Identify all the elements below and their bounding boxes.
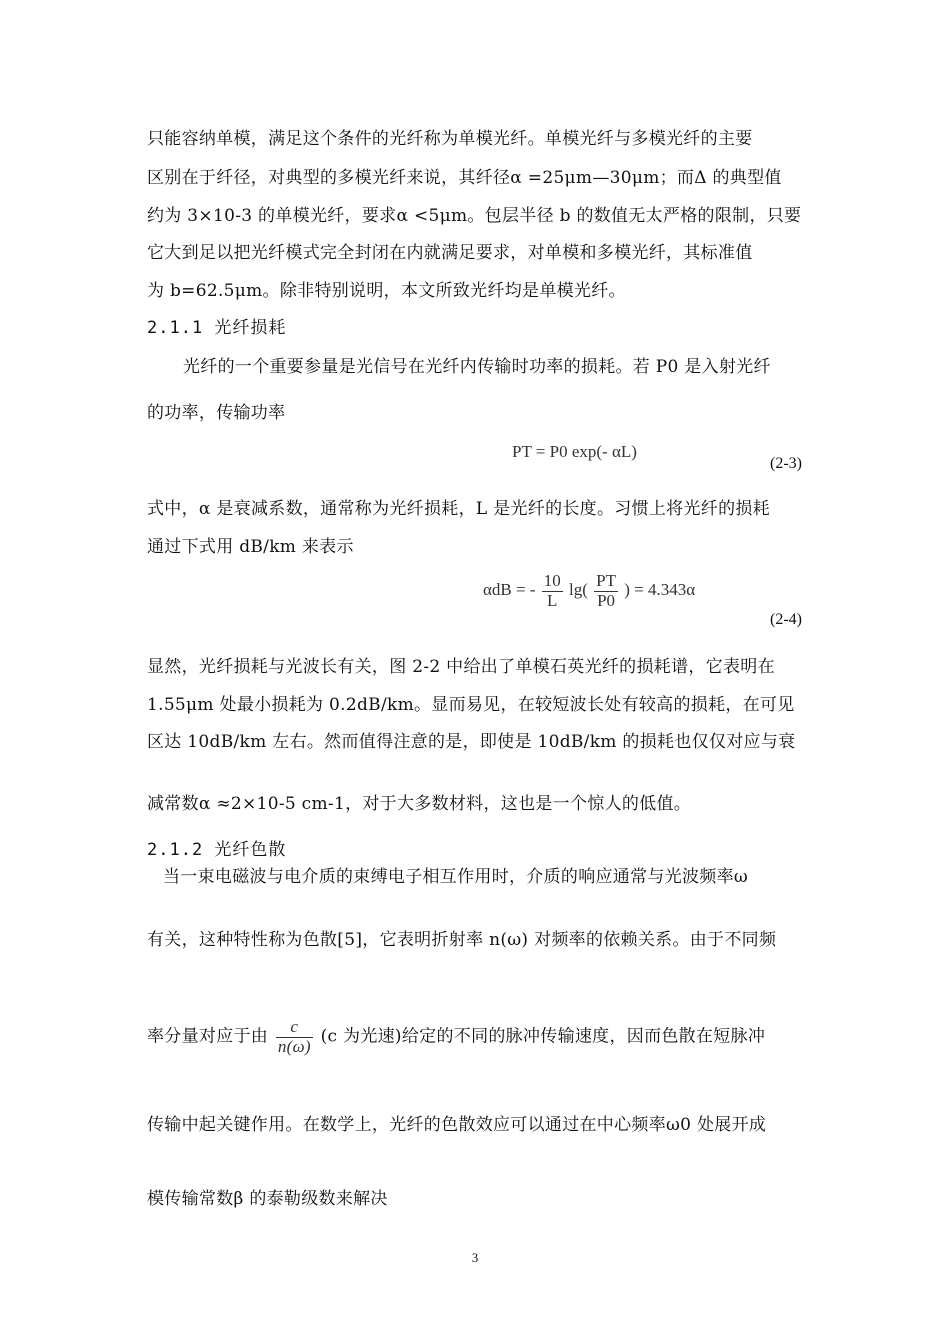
page-number: 3: [471, 1250, 479, 1265]
text-line: 有关，这种特性称为色散[5]，它表明折射率 n(ω) 对频率的依赖关系。由于不同频: [147, 930, 777, 950]
text-line: 减常数α ≈2×10-5 cm-1，对于大多数材料，这也是一个惊人的低值。: [147, 794, 692, 814]
text-segment: 率分量对应于由: [147, 1026, 269, 1047]
fraction-c-over-n: [276, 1018, 313, 1056]
text-line: 式中，α 是衰减系数，通常称为光纤损耗，L 是光纤的长度。习惯上将光纤的损耗: [147, 499, 770, 519]
equation-number: (2-4): [770, 611, 802, 628]
eq-left: αdB = -: [483, 580, 536, 600]
equation-number: (2-3): [770, 455, 802, 472]
text-line: 模传输常数β 的泰勒级数来解决: [147, 1189, 388, 1209]
fraction-denominator: L: [547, 590, 558, 610]
fraction: [542, 572, 563, 610]
text-line: 区达 10dB/km 左右。然而值得注意的是，即使是 10dB/km 的损耗也仅仅对应与衰: [147, 732, 796, 752]
text-line: 只能容纳单模，满足这个条件的光纤称为单模光纤。单模光纤与多模光纤的主要: [147, 129, 753, 149]
fraction-denominator: P0: [597, 590, 616, 610]
text-line-with-fraction: [147, 1018, 807, 1056]
fraction-numerator: PT: [596, 571, 616, 590]
text-line: 显然，光纤损耗与光波长有关，图 2-2 中给出了单模石英光纤的损耗谱，它表明在: [147, 657, 775, 677]
text-line: 区别在于纤径，对典型的多模光纤来说，其纤径α =25μm—30μm；而Δ 的典型值: [147, 168, 782, 188]
text-line: 当一束电磁波与电介质的束缚电子相互作用时，介质的响应通常与光波频率ω: [163, 867, 749, 887]
text-line: 光纤的一个重要参量是光信号在光纤内传输时功率的损耗。若 P0 是入射光纤: [183, 357, 771, 377]
text-line: 1.55μm 处最小损耗为 0.2dB/km。显而易见，在较短波长处有较高的损耗，在可见: [147, 695, 795, 715]
section-heading-fiber-loss: 2.1.1 光纤损耗: [147, 318, 287, 338]
fraction-numerator: c: [276, 1018, 313, 1038]
text-segment: (c 为光速)给定的不同的脉冲传输速度，因而色散在短脉冲: [320, 1026, 766, 1047]
text-line: 通过下式用 dB/km 来表示: [147, 537, 354, 557]
text-line: 它大到足以把光纤模式完全封闭在内就满足要求，对单模和多模光纤，其标准值: [147, 243, 753, 263]
fraction-denominator: n(ω): [277, 1036, 311, 1056]
text-line: 为 b=62.5μm。除非特别说明，本文所致光纤均是单模光纤。: [147, 281, 626, 301]
fraction-numerator: 10: [543, 571, 561, 590]
eq-lg: lg(: [569, 580, 588, 600]
equation-2-4: [483, 572, 695, 610]
text-line: 传输中起关键作用。在数学上，光纤的色散效应可以通过在中心频率ω0 处展开成: [147, 1115, 767, 1135]
equation-2-3: PT = P0 exp(- αL): [512, 442, 637, 461]
text-line: 的功率，传输功率: [147, 403, 286, 423]
eq-right: ) = 4.343α: [624, 580, 696, 600]
fraction: [594, 572, 618, 610]
text-line: 约为 3×10-3 的单模光纤，要求α <5μm。包层半径 b 的数值无太严格的限制，只要: [147, 206, 802, 226]
section-heading-dispersion: 2.1.2 光纤色散: [147, 840, 287, 860]
